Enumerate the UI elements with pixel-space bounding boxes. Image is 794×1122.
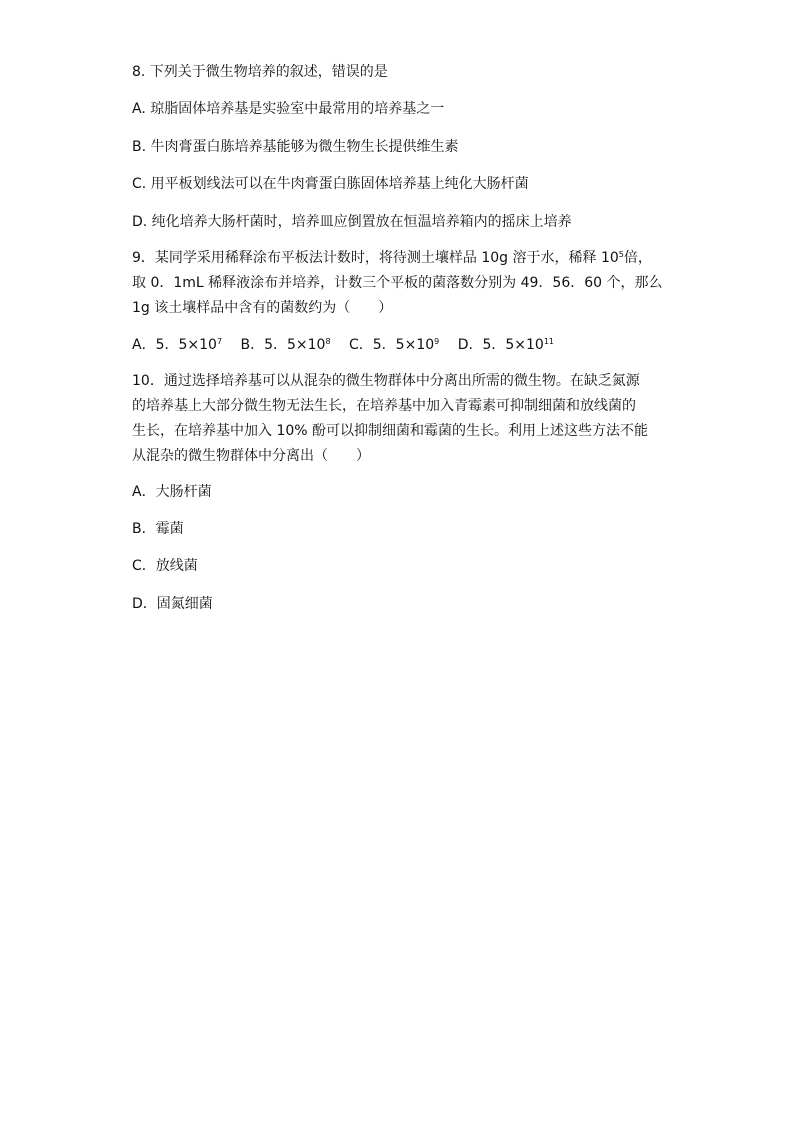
q9-stem-line2: 取 0．1mL 稀释液涂布并培养，计数三个平板的菌落数分别为 49．56．60 个，那么 <box>132 275 663 291</box>
q9-line1-exponent: 5 <box>618 250 624 259</box>
q10-stem-line3: 生长，在培养基中加入 10% 酚可以抑制细菌和霉菌的生长。利用上述这些方法不能 <box>132 423 649 439</box>
q10-option-a: A．大肠杆菌 <box>132 484 212 500</box>
q8-option-a: A. 琼脂固体培养基是实验室中最常用的培养基之一 <box>132 101 445 117</box>
q9-stem-line1 <box>132 248 692 268</box>
q9-stem-line3: 1g 该土壤样品中含有的菌数约为（ ） <box>132 300 393 316</box>
q10-option-c: C．放线菌 <box>132 558 198 574</box>
q8-stem: 8. 下列关于微生物培养的叙述，错误的是 <box>132 64 388 80</box>
q10-option-b: B．霉菌 <box>132 521 184 537</box>
q10-option-d: D．固氮细菌 <box>132 596 213 612</box>
q9-line1-text: 9．某同学采用稀释涂布平板法计数时，将待测土壤样品 10g 溶于水，稀释 10 <box>132 250 619 266</box>
q8-option-d: D. 纯化培养大肠杆菌时，培养皿应倒置放在恒温培养箱内的摇床上培养 <box>132 214 572 230</box>
q10-stem-line2: 的培养基上大部分微生物无法生长，在培养基中加入青霉素可抑制细菌和放线菌的 <box>132 398 636 414</box>
q9-option-a: A．5．$5\times 10^7$ <box>132 337 223 353</box>
q10-stem-line1: 10．通过选择培养基可以从混杂的微生物群体中分离出所需的微生物。在缺乏氮源 <box>132 373 640 389</box>
q9-option-b: B．5．$5\times 10^8$ <box>240 337 331 353</box>
q9-options-row <box>132 335 692 355</box>
q9-line1-tail: 倍， <box>623 250 652 266</box>
q9-option-d: D．5．$5\times 10^{11}$ <box>457 337 555 353</box>
q9-option-c: C．5．$5\times 10^9$ <box>349 337 440 353</box>
q8-option-b: B. 牛肉膏蛋白胨培养基能够为微生物生长提供维生素 <box>132 139 459 155</box>
q10-stem-line4: 从混杂的微生物群体中分离出（ ） <box>132 448 370 464</box>
q8-option-c: C. 用平板划线法可以在牛肉膏蛋白胨固体培养基上纯化大肠杆菌 <box>132 176 529 192</box>
